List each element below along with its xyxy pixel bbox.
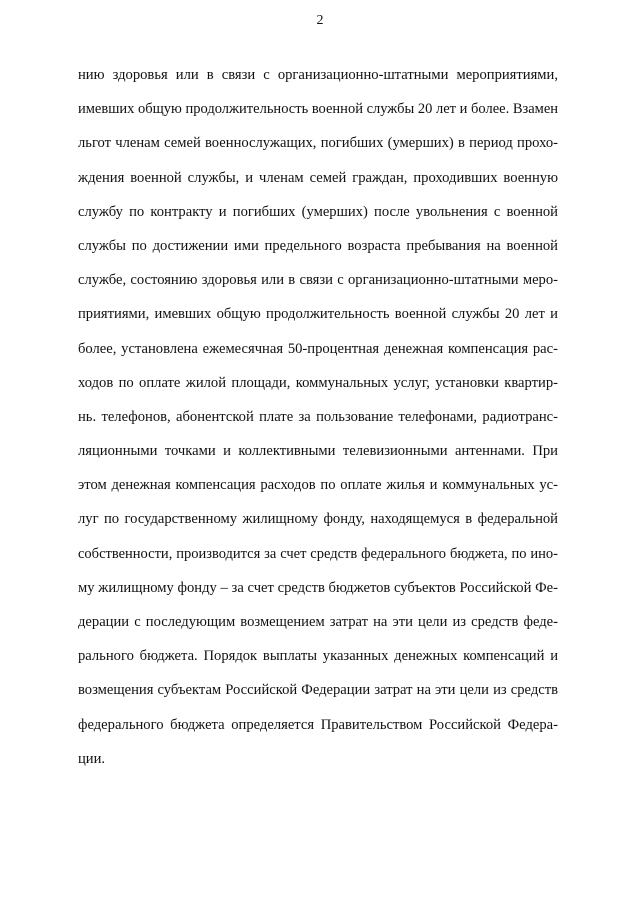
- text-line: службы по достижении ими предельного возраста пребывания на военной: [78, 237, 558, 254]
- text-line: дерации с последующим возмещением затрат на эти цели из средств феде-: [78, 614, 558, 630]
- text-line: приятиями, имевших общую продолжительность военной службы 20 лет и: [78, 306, 558, 323]
- text-line: ходов по оплате жилой площади, коммунальных услуг, установки квартир-: [78, 374, 558, 391]
- text-line: льгот членам семей военнослужащих, погибших (умерших) в период прохо-: [78, 135, 558, 152]
- text-line-last: ции.: [78, 750, 106, 767]
- text-line: собственности, производится за счет средств федерального бюджета, по ино-: [78, 545, 558, 562]
- text-line: рального бюджета. Порядок выплаты указанных денежных компенсаций и: [78, 648, 558, 665]
- text-line: службе, состоянию здоровья или в связи с организационно-штатными меро-: [78, 272, 558, 289]
- body-text: [78, 58, 558, 776]
- text-line: возмещения субъектам Российской Федерации затрат на эти цели из средств: [78, 682, 558, 699]
- text-line: федерального бюджета определяется Правительством Российской Федера-: [78, 716, 558, 733]
- text-line: луг по государственному жилищному фонду, находящемуся в федеральной: [78, 511, 558, 528]
- text-line: ляционными точками и коллективными телевизионными антеннами. При: [78, 443, 558, 460]
- text-line: имевших общую продолжительность военной службы 20 лет и более. Взамен: [78, 101, 558, 118]
- text-line: службу по контракту и погибших (умерших) после увольнения с военной: [78, 203, 558, 220]
- text-line: нь. телефонов, абонентской плате за пользование телефонами, радиотранс-: [78, 408, 558, 425]
- text-line: ждения военной службы, и членам семей граждан, проходивших военную: [78, 169, 558, 186]
- text-line: нию здоровья или в связи с организационно-штатными мероприятиями,: [78, 67, 558, 83]
- text-line: более, установлена ежемесячная 50-процентная денежная компенсация рас-: [78, 340, 558, 357]
- text-line: этом денежная компенсация расходов по оплате жилья и коммунальных ус-: [78, 477, 558, 494]
- text-line: му жилищному фонду – за счет средств бюджетов субъектов Российской Фе-: [78, 579, 558, 596]
- page-number: 2: [316, 13, 324, 28]
